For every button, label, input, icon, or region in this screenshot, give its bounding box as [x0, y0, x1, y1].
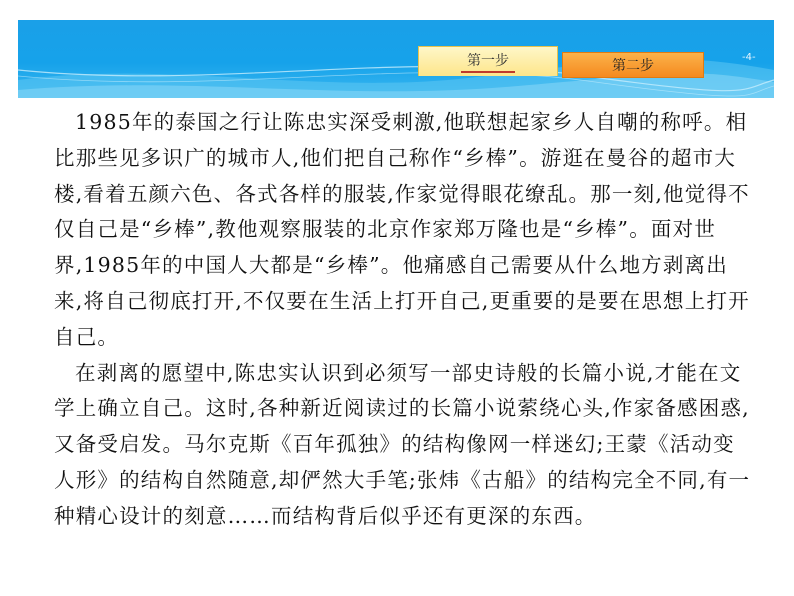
paragraph-1: 1985年的泰国之行让陈忠实深受刺激,他联想起家乡人自嘲的称呼。相比那些见多识广的城市人,他们把自己称作“乡棒”。游逛在曼谷的超市大楼,看着五颜六色、各式各样的服装,作家觉得眼花缭乱。那一刻,他觉得不仅自己是“乡棒”,教他观察服装的北京作家郑万隆也是“乡棒”。面对世界,1985年的中国人大都是“乡棒”。他痛感自己需要从什么地方剥离出来,将自己彻底打开,不仅要在生活上打开自己,更重要的是要在思想上打开自己。 [54, 110, 750, 349]
page-number: -4- [742, 52, 756, 63]
tab-step-one-label: 第一步 [461, 50, 515, 73]
paragraph-2: 在剥离的愿望中,陈忠实认识到必须写一部史诗般的长篇小说,才能在文学上确立自己。这时,各种新近阅读过的长篇小说萦绕心头,作家备感困惑,又备受启发。马尔克斯《百年孤独》的结构像网一样迷幻;王蒙《活动变人形》的结构自然随意,却俨然大手笔;张炜《古船》的结构完全不同,有一种精心设计的刻意……而结构背后似乎还有更深的东西。 [54, 360, 751, 528]
tab-step-one[interactable] [418, 46, 558, 76]
tab-step-two-label: 第二步 [612, 58, 654, 74]
tab-step-two[interactable] [562, 52, 704, 78]
article-body [54, 105, 754, 535]
